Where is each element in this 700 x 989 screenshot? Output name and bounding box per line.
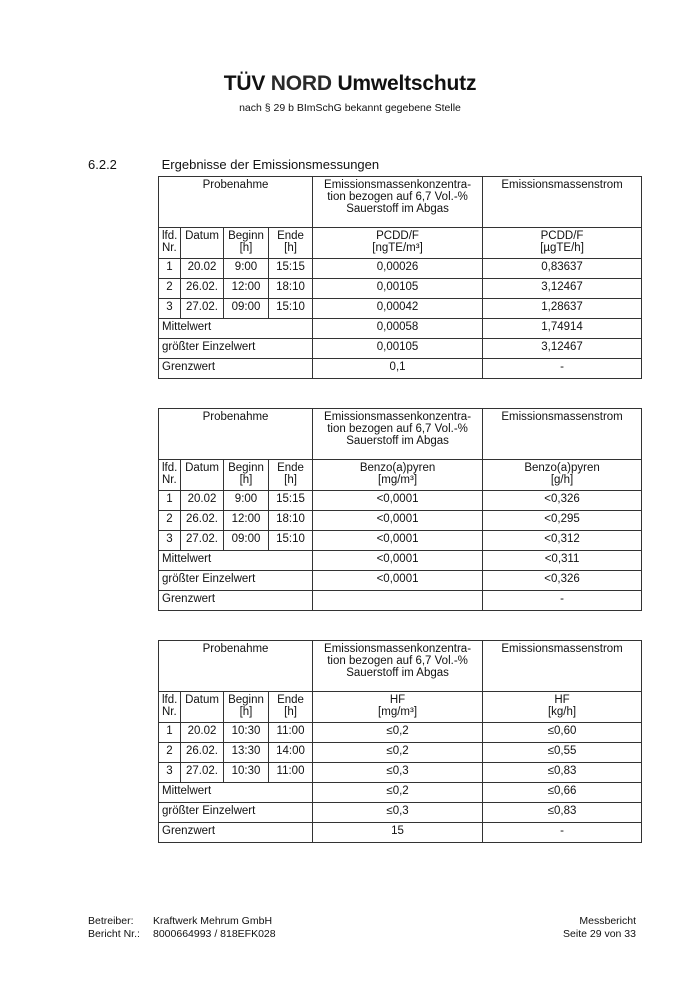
footer-bericht-label: Bericht Nr.: (88, 928, 140, 940)
cell-ende: 14:00 (269, 743, 313, 763)
table-row (159, 743, 642, 763)
row-grenzwert (159, 591, 642, 611)
cell-conc: <0,0001 (313, 491, 483, 511)
cell-flow: <0,326 (483, 491, 642, 511)
header-conc-unit: Benzo(a)pyren [mg/m³] (313, 460, 483, 491)
grenzwert-conc: 0,1 (313, 359, 483, 379)
label-groesster-einzelwert: größter Einzelwert (159, 571, 313, 591)
header-konzentration: Emissionsmassenkonzentra- tion bezogen auf 6,7 Vol.-% Sauerstoff im Abgas (313, 177, 483, 228)
table-row (159, 723, 642, 743)
section-heading (88, 157, 379, 172)
cell-conc: 0,00042 (313, 299, 483, 319)
cell-conc: 0,00026 (313, 259, 483, 279)
mittelwert-conc: <0,0001 (313, 551, 483, 571)
measurement-table-2 (158, 408, 642, 611)
cell-datum: 26.02. (181, 743, 224, 763)
header-lfd-nr: lfd. Nr. (159, 228, 181, 259)
header-conc-unit: HF [mg/m³] (313, 692, 483, 723)
label-grenzwert: Grenzwert (159, 823, 313, 843)
label-mittelwert: Mittelwert (159, 319, 313, 339)
cell-datum: 26.02. (181, 279, 224, 299)
cell-conc: ≤0,2 (313, 723, 483, 743)
cell-flow: <0,295 (483, 511, 642, 531)
label-grenzwert: Grenzwert (159, 591, 313, 611)
cell-nr: 2 (159, 279, 181, 299)
cell-conc: 0,00105 (313, 279, 483, 299)
row-groesster-einzelwert (159, 571, 642, 591)
footer-doc-type: Messbericht (579, 915, 636, 927)
row-grenzwert (159, 359, 642, 379)
cell-ende: 15:10 (269, 299, 313, 319)
cell-beginn: 09:00 (224, 531, 269, 551)
label-grenzwert: Grenzwert (159, 359, 313, 379)
header-konzentration: Emissionsmassenkonzentra- tion bezogen auf 6,7 Vol.-% Sauerstoff im Abgas (313, 409, 483, 460)
cell-nr: 3 (159, 299, 181, 319)
table-row (159, 299, 642, 319)
table-row (159, 491, 642, 511)
cell-beginn: 13:30 (224, 743, 269, 763)
groesster-conc: 0,00105 (313, 339, 483, 359)
footer-bericht-value: 8000664993 / 818EFK028 (153, 928, 276, 940)
footer-betreiber-label: Betreiber: (88, 915, 134, 927)
grenzwert-conc: 15 (313, 823, 483, 843)
cell-flow: ≤0,60 (483, 723, 642, 743)
header-beginn: Beginn [h] (224, 460, 269, 491)
cell-nr: 1 (159, 723, 181, 743)
groesster-flow: <0,326 (483, 571, 642, 591)
header-beginn: Beginn [h] (224, 692, 269, 723)
cell-nr: 1 (159, 491, 181, 511)
cell-conc: ≤0,2 (313, 743, 483, 763)
header-beginn: Beginn [h] (224, 228, 269, 259)
header-konzentration: Emissionsmassenkonzentra- tion bezogen auf 6,7 Vol.-% Sauerstoff im Abgas (313, 641, 483, 692)
cell-conc: <0,0001 (313, 511, 483, 531)
header-datum: Datum (181, 692, 224, 723)
cell-beginn: 10:30 (224, 763, 269, 783)
header-datum: Datum (181, 460, 224, 491)
header-conc-unit: PCDD/F [ngTE/m³] (313, 228, 483, 259)
header-probenahme: Probenahme (159, 641, 313, 692)
table-row (159, 531, 642, 551)
brand-nord: NORD (270, 72, 332, 95)
header-probenahme: Probenahme (159, 177, 313, 228)
cell-datum: 20.02 (181, 723, 224, 743)
header-lfd-nr: lfd. Nr. (159, 460, 181, 491)
section-title: Ergebnisse der Emissionsmessungen (161, 157, 380, 172)
brand-tuev: TÜV (223, 72, 266, 95)
cell-flow: 0,83637 (483, 259, 642, 279)
cell-beginn: 12:00 (224, 511, 269, 531)
header-ende: Ende [h] (269, 692, 313, 723)
cell-beginn: 9:00 (224, 491, 269, 511)
mittelwert-flow: 1,74914 (483, 319, 642, 339)
brand-subtitle: nach § 29 b BImSchG bekannt gegebene Stelle (239, 102, 461, 114)
grenzwert-flow: - (483, 359, 642, 379)
cell-conc: <0,0001 (313, 531, 483, 551)
row-grenzwert (159, 823, 642, 843)
grenzwert-flow: - (483, 823, 642, 843)
brand-title (0, 72, 700, 96)
label-groesster-einzelwert: größter Einzelwert (159, 339, 313, 359)
cell-flow: 1,28637 (483, 299, 642, 319)
cell-datum: 20.02 (181, 491, 224, 511)
mittelwert-conc: ≤0,2 (313, 783, 483, 803)
grenzwert-conc (313, 591, 483, 611)
cell-flow: <0,312 (483, 531, 642, 551)
cell-ende: 15:10 (269, 531, 313, 551)
row-mittelwert (159, 783, 642, 803)
cell-datum: 26.02. (181, 511, 224, 531)
header-ende: Ende [h] (269, 460, 313, 491)
cell-beginn: 09:00 (224, 299, 269, 319)
mittelwert-conc: 0,00058 (313, 319, 483, 339)
header-ende: Ende [h] (269, 228, 313, 259)
cell-datum: 20.02 (181, 259, 224, 279)
header-massenstrom: Emissionsmassenstrom (483, 641, 642, 692)
cell-ende: 11:00 (269, 723, 313, 743)
cell-beginn: 10:30 (224, 723, 269, 743)
table-row (159, 763, 642, 783)
cell-beginn: 12:00 (224, 279, 269, 299)
header-flow-unit: HF [kg/h] (483, 692, 642, 723)
cell-nr: 3 (159, 531, 181, 551)
cell-nr: 2 (159, 511, 181, 531)
footer-betreiber-value: Kraftwerk Mehrum GmbH (153, 915, 273, 927)
groesster-conc: ≤0,3 (313, 803, 483, 823)
header-probenahme: Probenahme (159, 409, 313, 460)
header-lfd-nr: lfd. Nr. (159, 692, 181, 723)
cell-datum: 27.02. (181, 531, 224, 551)
cell-flow: ≤0,55 (483, 743, 642, 763)
cell-ende: 11:00 (269, 763, 313, 783)
row-mittelwert (159, 319, 642, 339)
cell-ende: 15:15 (269, 491, 313, 511)
label-mittelwert: Mittelwert (159, 551, 313, 571)
cell-ende: 15:15 (269, 259, 313, 279)
table-row (159, 511, 642, 531)
table-row (159, 279, 642, 299)
label-groesster-einzelwert: größter Einzelwert (159, 803, 313, 823)
row-groesster-einzelwert (159, 803, 642, 823)
cell-beginn: 9:00 (224, 259, 269, 279)
header-massenstrom: Emissionsmassenstrom (483, 409, 642, 460)
section-number: 6.2.2 (88, 157, 117, 172)
cell-nr: 2 (159, 743, 181, 763)
cell-flow: ≤0,83 (483, 763, 642, 783)
groesster-flow: ≤0,83 (483, 803, 642, 823)
brand-umweltschutz: Umweltschutz (337, 72, 477, 95)
cell-nr: 1 (159, 259, 181, 279)
mittelwert-flow: <0,311 (483, 551, 642, 571)
grenzwert-flow: - (483, 591, 642, 611)
cell-nr: 3 (159, 763, 181, 783)
cell-datum: 27.02. (181, 299, 224, 319)
label-mittelwert: Mittelwert (159, 783, 313, 803)
header-flow-unit: PCDD/F [µgTE/h] (483, 228, 642, 259)
groesster-flow: 3,12467 (483, 339, 642, 359)
cell-ende: 18:10 (269, 511, 313, 531)
cell-flow: 3,12467 (483, 279, 642, 299)
cell-conc: ≤0,3 (313, 763, 483, 783)
row-mittelwert (159, 551, 642, 571)
measurement-table-1 (158, 176, 642, 379)
header-datum: Datum (181, 228, 224, 259)
header-massenstrom: Emissionsmassenstrom (483, 177, 642, 228)
page-header (0, 72, 700, 114)
measurement-table-3 (158, 640, 642, 843)
cell-ende: 18:10 (269, 279, 313, 299)
row-groesster-einzelwert (159, 339, 642, 359)
cell-datum: 27.02. (181, 763, 224, 783)
footer-page-number: Seite 29 von 33 (563, 928, 636, 940)
table-row (159, 259, 642, 279)
mittelwert-flow: ≤0,66 (483, 783, 642, 803)
groesster-conc: <0,0001 (313, 571, 483, 591)
header-flow-unit: Benzo(a)pyren [g/h] (483, 460, 642, 491)
